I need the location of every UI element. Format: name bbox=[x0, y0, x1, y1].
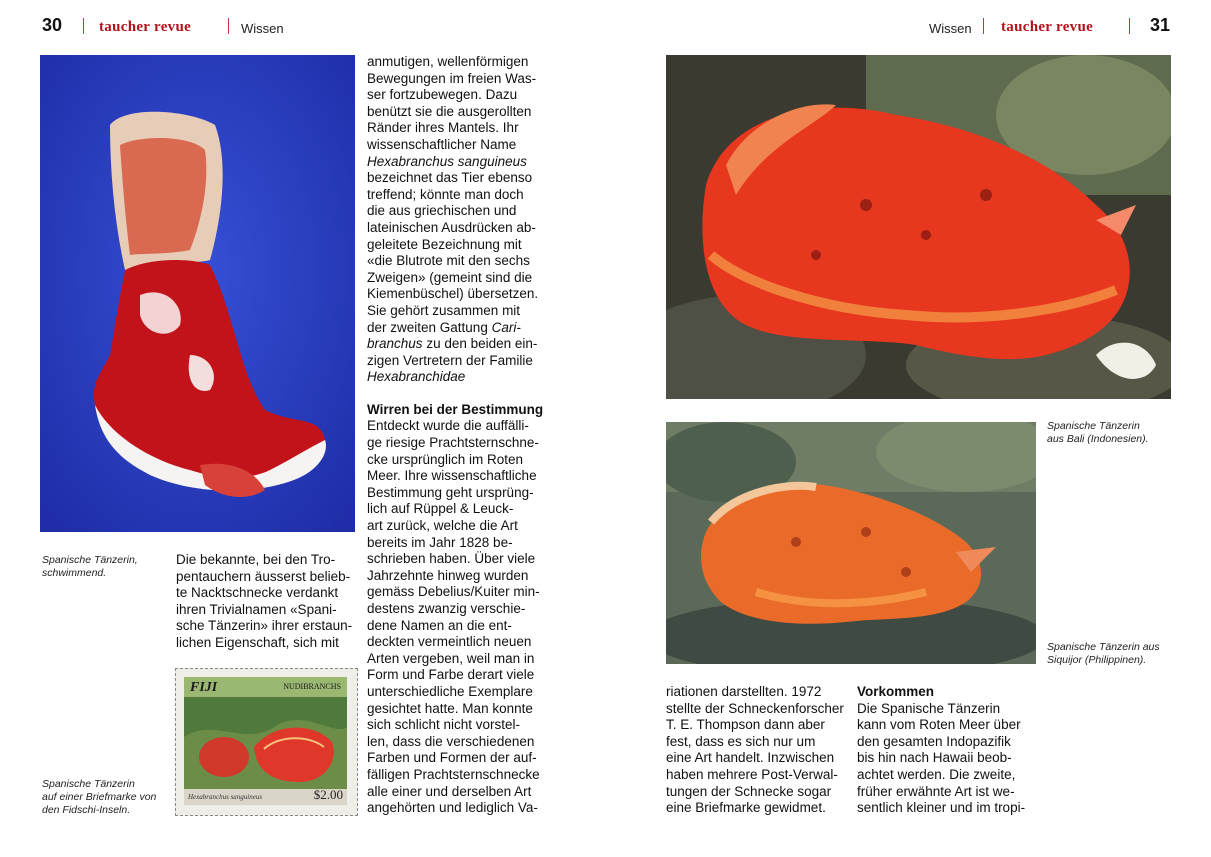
genus-name: branchus bbox=[367, 336, 423, 352]
text-fragment: der zweiten Gattung bbox=[367, 319, 488, 335]
text-line: unterschiedliche Exemplare bbox=[367, 683, 533, 699]
text-line: ser fortzubewegen. Dazu bbox=[367, 87, 518, 103]
section-label-right: Wissen bbox=[929, 21, 972, 36]
text-line: art zurück, welche die Art bbox=[367, 518, 518, 534]
stamp-topic: NUDIBRANCHS bbox=[283, 682, 341, 691]
column-4 bbox=[857, 684, 1036, 817]
subheading-occurrence: Vorkommen bbox=[857, 684, 935, 699]
caption-line: Siquijor (Philippinen). bbox=[1047, 654, 1147, 666]
column-2 bbox=[367, 54, 545, 817]
text-line: lichen Eigenschaft, sich mit bbox=[176, 634, 339, 650]
section-label-left: Wissen bbox=[241, 21, 284, 36]
text-line: cke ursprünglich im Roten bbox=[367, 451, 524, 467]
text-line: zigen Vertretern der Familie bbox=[367, 352, 533, 368]
text-line: achtet werden. Die zweite, bbox=[857, 766, 1016, 782]
text-line: tungen der Schnecke sogar bbox=[666, 783, 832, 799]
text-line: sich schlicht nicht vorstel- bbox=[367, 717, 521, 733]
caption-line: Spanische Tänzerin aus bbox=[1047, 641, 1160, 653]
text-line: Form und Farbe derart viele bbox=[367, 667, 535, 683]
text-line: «die Blutrote mit den sechs bbox=[367, 253, 530, 269]
text-line: angehörten und lediglich Va- bbox=[367, 800, 538, 816]
text-line: len, dass die verschiedenen bbox=[367, 733, 535, 749]
text-line: Bestimmung geht ursprüng- bbox=[367, 484, 534, 500]
page-number-right: 31 bbox=[1150, 15, 1171, 35]
stamp-country: FIJI bbox=[190, 680, 218, 695]
text-line: fest, dass es sich nur um bbox=[666, 733, 816, 749]
photo-bali-dancer bbox=[666, 55, 1171, 399]
text-line: te Nacktschnecke verdankt bbox=[176, 585, 339, 601]
text-line: schrieben haben. Über viele bbox=[367, 551, 536, 567]
text-line: T. E. Thompson dann aber bbox=[666, 717, 825, 733]
text-line: Entdeckt wurde die auffälli- bbox=[367, 418, 529, 434]
subheading-determination: Wirren bei der Bestimmung bbox=[367, 401, 544, 417]
magazine-title-right: taucher revue bbox=[1001, 19, 1094, 35]
header-divider bbox=[228, 18, 229, 34]
text-line: die aus griechischen und bbox=[367, 203, 517, 219]
text-line: benützt sie die ausgerollten bbox=[367, 103, 532, 119]
caption-bali bbox=[1047, 420, 1149, 446]
text-line: Bewegungen im freien Was- bbox=[367, 70, 537, 86]
text-line: sentlich kleiner und im tropi- bbox=[857, 800, 1026, 816]
caption-line: Spanische Tänzerin bbox=[1047, 420, 1140, 432]
header-divider bbox=[1129, 18, 1130, 34]
text-line: alle einer und derselben Art bbox=[367, 783, 532, 799]
text-line: bis hin nach Hawaii beob- bbox=[857, 750, 1012, 766]
header-divider bbox=[83, 18, 84, 34]
text-line: Jahrzehnte hinweg wurden bbox=[367, 567, 529, 583]
text-line: fälligen Prachtsternschnecke bbox=[367, 766, 540, 782]
text-line: eine Art handelt. Inzwischen bbox=[666, 750, 835, 766]
intro-paragraph bbox=[176, 552, 356, 652]
text-line: Kiemenbüschel) übersetzen. bbox=[367, 286, 539, 302]
caption-line: auf einer Briefmarke von bbox=[42, 791, 157, 803]
text-line: Die Spanische Tänzerin bbox=[857, 700, 1001, 716]
text-line: ge riesige Prachtsternschne- bbox=[367, 435, 539, 451]
caption-siquijor bbox=[1047, 641, 1160, 667]
caption-stamp bbox=[42, 778, 156, 817]
photo-siquijor-dancer bbox=[666, 422, 1036, 664]
text-line: bereits im Jahr 1828 be- bbox=[367, 534, 513, 550]
magazine-title-left: taucher revue bbox=[99, 19, 192, 35]
text-line: deckten vermeintlich neuen bbox=[367, 634, 532, 650]
text-line: haben mehrere Post-Verwal- bbox=[666, 766, 838, 782]
text-line: wissenschaftlicher Name bbox=[367, 136, 517, 152]
text-line: eine Briefmarke gewidmet. bbox=[666, 800, 826, 816]
text-line: anmutigen, wellenförmigen bbox=[367, 54, 529, 69]
caption-line: Spanische Tänzerin, bbox=[42, 554, 138, 566]
text-line: Die bekannte, bei den Tro- bbox=[176, 552, 336, 567]
text-line: Sie gehört zusammen mit bbox=[367, 302, 521, 318]
fiji-stamp bbox=[175, 668, 358, 816]
text-line: den gesamten Indopazifik bbox=[857, 733, 1011, 749]
family-name: Hexabranchidae bbox=[367, 369, 466, 385]
text-line: Zweigen» (gemeint sind die bbox=[367, 269, 533, 285]
text-fragment: zu den beiden ein- bbox=[426, 336, 538, 352]
text-line: stellte der Schneckenforscher bbox=[666, 700, 844, 716]
text-line: Arten vergeben, weil man in bbox=[367, 650, 535, 666]
photo-swimming-dancer bbox=[40, 55, 355, 532]
text-line: Meer. Ihre wissenschaftliche bbox=[367, 468, 537, 484]
text-line: ihren Trivialnamen «Spani- bbox=[176, 601, 337, 617]
text-line: gemäss Debelius/Kuiter min- bbox=[367, 584, 540, 600]
text-line bbox=[367, 320, 545, 337]
text-line: bezeichnet das Tier ebenso bbox=[367, 170, 533, 186]
text-line: treffend; könnte man doch bbox=[367, 186, 524, 202]
text-line: lich auf Rüppel & Leuck- bbox=[367, 501, 514, 517]
species-name: Hexabranchus sanguineus bbox=[367, 153, 527, 169]
text-line: destens zwanzig verschie- bbox=[367, 601, 526, 616]
caption-line: schwimmend. bbox=[42, 567, 107, 579]
text-line: Ränder ihres Mantels. Ihr bbox=[367, 120, 519, 136]
caption-line: den Fidschi-Inseln. bbox=[42, 804, 131, 816]
text-line: lateinischen Ausdrücken ab- bbox=[367, 219, 536, 235]
caption-swimming bbox=[42, 554, 138, 580]
stamp-image bbox=[184, 677, 347, 805]
caption-line: Spanische Tänzerin bbox=[42, 778, 135, 790]
caption-line: aus Bali (Indonesien). bbox=[1047, 433, 1149, 445]
text-line: kann vom Roten Meer über bbox=[857, 717, 1021, 733]
column-3 bbox=[666, 684, 846, 817]
text-line: früher erwähnte Art ist we- bbox=[857, 783, 1015, 799]
genus-name: Cari- bbox=[491, 319, 521, 335]
text-line bbox=[367, 336, 545, 353]
text-line: geleitete Bezeichnung mit bbox=[367, 236, 522, 252]
text-line: Farben und Formen der auf- bbox=[367, 750, 537, 766]
stamp-species: Hexabranchus sanguineus bbox=[188, 793, 263, 801]
text-line: gesichtet hatte. Man konnte bbox=[367, 700, 533, 716]
text-line: sche Tänzerin» ihrer erstaun- bbox=[176, 618, 353, 634]
stamp-value: $2.00 bbox=[313, 787, 343, 802]
text-line: dene Namen an die ent- bbox=[367, 617, 512, 633]
page-number-left: 30 bbox=[42, 15, 63, 35]
header-divider bbox=[983, 18, 984, 34]
text-line: pentauchern äusserst belieb- bbox=[176, 568, 351, 584]
text-line: riationen darstellten. 1972 bbox=[666, 684, 822, 699]
